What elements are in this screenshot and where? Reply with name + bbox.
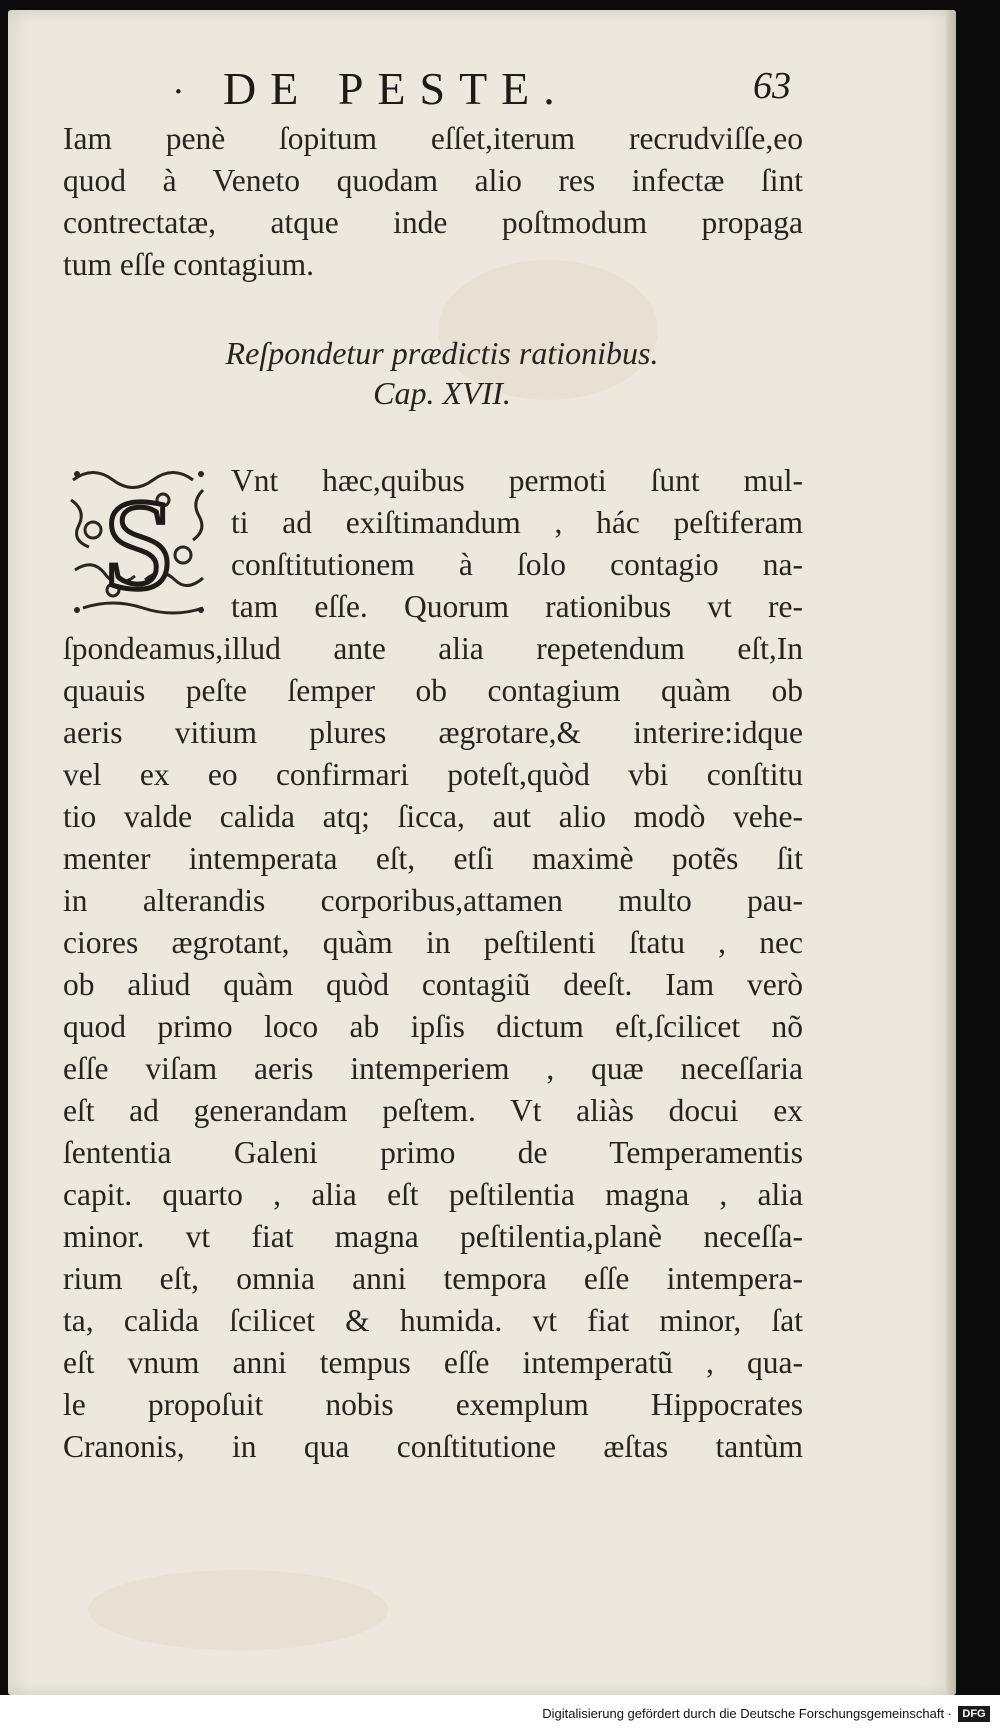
text-line: ta, calida ſcilicet & humida. vt fiat minor, ſat — [63, 1303, 803, 1338]
text-line: eſt vnum anni tempus eſſe intemperatũ , qua- — [63, 1345, 803, 1380]
text-line: ob aliud quàm quòd contagiũ deeſt. Iam verò — [63, 967, 803, 1002]
paper-stain — [88, 1570, 388, 1650]
text-line: eſſe viſam aeris intemperiem , quæ neceſſaria — [63, 1051, 803, 1086]
chapter-number: Cap. XVII. — [373, 375, 511, 411]
text-line: Vnt hæc,quibus permoti ſunt mul- — [231, 463, 803, 498]
text-line: le propoſuit nobis exemplum Hippocrates — [63, 1387, 803, 1422]
text-line: quauis peſte ſemper ob contagium quàm ob — [63, 673, 803, 708]
text-line: ſententia Galeni primo de Temperamentis — [63, 1135, 803, 1170]
text-line: capit. quarto , alia eſt peſtilentia magna , alia — [63, 1177, 803, 1212]
text-line: Iam penè ſopitum eſſet,iterum recrudviſſe,eo — [63, 121, 803, 156]
text-line: conſtitutionem à ſolo contagio na- — [231, 547, 803, 582]
text-line: ciores ægrotant, quàm in peſtilenti ſtatu , nec — [63, 925, 803, 960]
text-line: vel ex eo confirmari poteſt,quòd vbi conſtitu — [63, 757, 803, 792]
text-block-top — [63, 118, 803, 286]
text-line: ſpondeamus,illud ante alia repetendum eſt,In — [63, 631, 803, 666]
text-line: rium eſt, omnia anni tempora eſſe intempera- — [63, 1261, 803, 1296]
text-block-main — [63, 460, 803, 1468]
text-line: quod à Veneto quodam alio res infectæ ſint — [63, 163, 803, 198]
text-line: tio valde calida atq; ſicca, aut alio modò vehe- — [63, 799, 803, 834]
page-number: 63 — [753, 65, 791, 107]
text-line: contrectatæ, atque inde poſtmodum propaga — [63, 205, 803, 240]
text-line: menter intemperata eſt, etſi maximè potẽs ſit — [63, 841, 803, 876]
text-line: ti ad exiſtimandum , hác peſtiferam — [231, 505, 803, 540]
text-line: Cranonis, in qua conſtitutione æſtas tantùm — [63, 1429, 803, 1464]
header-dot: · — [173, 72, 184, 112]
book-page — [8, 10, 956, 1695]
svg-text:S: S — [102, 473, 176, 617]
chapter-heading: Reſpondetur prædictis rationibus. — [225, 335, 659, 371]
page-edge — [946, 10, 956, 1695]
text-line: in alterandis corporibus,attamen multo pau- — [63, 883, 803, 918]
text-line: eſt ad generandam peſtem. Vt aliàs docui ex — [63, 1093, 803, 1128]
text-line: quod primo loco ab ipſis dictum eſt,ſcilicet nõ — [63, 1009, 803, 1044]
text-line: minor. vt fiat magna peſtilentia,planè neceſſa- — [63, 1219, 803, 1254]
text-line: tam eſſe. Quorum rationibus vt re- — [231, 589, 803, 624]
running-header — [8, 54, 956, 114]
dfg-logo: DFG — [958, 1706, 990, 1722]
text-line: tum eſſe contagium. — [63, 247, 315, 282]
text-line: aeris vitium plures ægrotare,& interire:idque — [63, 715, 803, 750]
funding-credit: Digitalisierung gefördert durch die Deutsche Forschungsgemeinschaft · — [542, 1706, 952, 1721]
running-title: DE PESTE. — [223, 63, 569, 114]
digitization-footer — [0, 1695, 1000, 1730]
